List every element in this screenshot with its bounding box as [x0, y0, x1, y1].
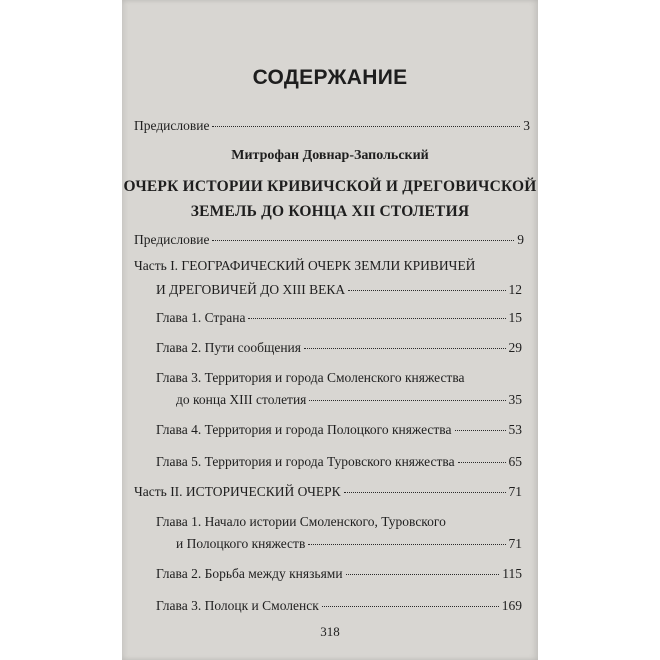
work-title-line-1: ОЧЕРК ИСТОРИИ КРИВИЧСКОЙ И ДРЕГОВИЧСКОЙ — [123, 178, 537, 195]
toc-entry — [134, 484, 522, 500]
toc-entry-title: Глава 2. Борьба между князьями — [156, 566, 343, 581]
toc-entry-page: 3 — [523, 118, 530, 133]
toc-entry-page: 71 — [508, 484, 522, 499]
toc-entry-page: 169 — [501, 598, 522, 613]
toc-entry-title-line-1: Глава 3. Территория и города Смоленского княжества — [156, 370, 465, 385]
toc-entry-title: Предисловие — [134, 232, 210, 247]
toc-entry-title-line-1: Глава 1. Начало истории Смоленского, Туровского — [156, 514, 446, 529]
dot-leader — [346, 574, 500, 575]
contents-heading: СОДЕРЖАНИЕ — [252, 66, 408, 89]
toc-entry — [156, 310, 522, 326]
toc-entry-title-line-1: Часть I. ГЕОГРАФИЧЕСКИЙ ОЧЕРК ЗЕМЛИ КРИВИЧЕЙ — [134, 258, 476, 273]
toc-entry-page: 15 — [508, 310, 522, 325]
page-number: 318 — [320, 624, 340, 639]
toc-entry — [134, 118, 530, 134]
author-name: Митрофан Довнар-Запольский — [231, 148, 429, 163]
toc-entry — [156, 566, 522, 582]
dot-leader — [309, 400, 505, 401]
dot-leader — [212, 126, 520, 127]
toc-entry — [156, 422, 522, 438]
toc-entry-title-line-2: и Полоцкого княжеств — [176, 536, 306, 551]
toc-entry — [156, 454, 522, 470]
toc-entry — [134, 232, 524, 248]
work-title — [122, 174, 538, 224]
toc-entry — [156, 598, 522, 614]
dot-leader — [455, 430, 506, 431]
toc-entry-page: 35 — [508, 392, 522, 407]
dot-leader — [212, 240, 514, 241]
toc-entry-title: Часть II. ИСТОРИЧЕСКИЙ ОЧЕРК — [134, 484, 341, 499]
work-title-line-2: ЗЕМЕЛЬ ДО КОНЦА XII СТОЛЕТИЯ — [190, 203, 470, 220]
toc-entry-page: 115 — [502, 566, 522, 581]
toc-entry-title: Глава 1. Страна — [156, 310, 246, 325]
toc-entry-title-line-2: И ДРЕГОВИЧЕЙ ДО XIII ВЕКА — [156, 282, 346, 297]
toc-entry-page: 65 — [508, 454, 522, 469]
toc-entry-title: Предисловие — [134, 118, 210, 133]
toc-entry-title: Глава 5. Территория и города Туровского княжества — [156, 454, 455, 469]
toc-entry — [156, 282, 522, 298]
book-page — [122, 0, 538, 660]
dot-leader — [248, 318, 505, 319]
toc-entry-page: 71 — [508, 536, 522, 551]
toc-entry-page: 9 — [517, 232, 524, 247]
toc-entry-title: Глава 3. Полоцк и Смоленск — [156, 598, 319, 613]
toc-entry-title-line-2: до конца XIII столетия — [176, 392, 307, 407]
dot-leader — [348, 290, 505, 291]
toc-entry-page: 29 — [508, 340, 522, 355]
dot-leader — [304, 348, 506, 349]
dot-leader — [322, 606, 499, 607]
toc-entry — [176, 536, 522, 552]
toc-entry-title: Глава 2. Пути сообщения — [156, 340, 301, 355]
dot-leader — [344, 492, 506, 493]
toc-entry-title: Глава 4. Территория и города Полоцкого княжества — [156, 422, 452, 437]
toc-entry — [156, 340, 522, 356]
toc-entry — [176, 392, 522, 408]
toc-entry-page: 12 — [508, 282, 522, 297]
dot-leader — [458, 462, 506, 463]
toc-entry-page: 53 — [508, 422, 522, 437]
dot-leader — [308, 544, 505, 545]
